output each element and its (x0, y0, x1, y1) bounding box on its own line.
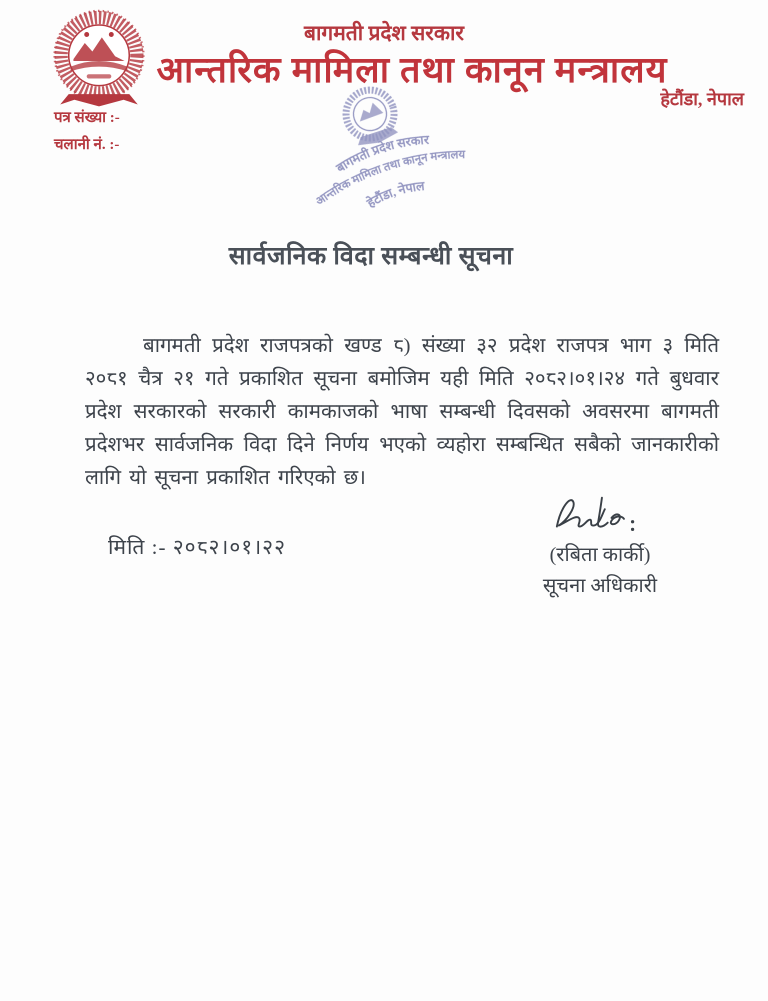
notice-title: सार्वजनिक विदा सम्बन्धी सूचना (228, 243, 514, 270)
dispatch-number-label: चलानी नं. :- (54, 137, 120, 153)
government-name: बागमती प्रदेश सरकार (303, 21, 465, 45)
signature-block (498, 492, 702, 602)
date-line: मिति :- २०८२।०१।२२ (108, 535, 287, 559)
signatory-designation: सूचना अधिकारी (542, 575, 658, 597)
reference-block (54, 105, 120, 159)
svg-text:हेटौंडा, नेपाल: हेटौंडा, नेपाल (364, 179, 426, 211)
signatory-name: (रबिता कार्की) (549, 544, 651, 566)
ministry-name: आन्तरिक मामिला तथा कानून मन्त्रालय (156, 50, 668, 90)
handwritten-signature-icon (547, 492, 653, 538)
office-location: हेटौंडा, नेपाल (660, 89, 744, 109)
svg-text:आन्तरिक मामिला तथा कानून मन्त्: आन्तरिक मामिला तथा कानून मन्त्रालय (313, 149, 466, 209)
svg-text:बागमती प्रदेश सरकार: बागमती प्रदेश सरकार (333, 132, 430, 176)
letter-number-label: पत्र संख्या :- (54, 110, 120, 126)
notice-body: बागमती प्रदेश राजपत्रको खण्ड ८) संख्या ३२ प्रदेश राजपत्र भाग ३ मिति २०८१ चैत्र २१ गते प्रकाशित सूचना बमोजिम यही मिति २०८२।०१।२४ गते बुधवार प्रदेश सरकारको सरकारी कामकाजको भाषा सम्बन्धी दिवसको अवसरमा बागमती प्रदेशभर सार्वजनिक विदा दिने निर्णय भएको व्यहोरा सम्बन्धित सबैको जानकारीको लागि यो सूचना प्रकाशित गरिएको छ। (85, 335, 719, 489)
